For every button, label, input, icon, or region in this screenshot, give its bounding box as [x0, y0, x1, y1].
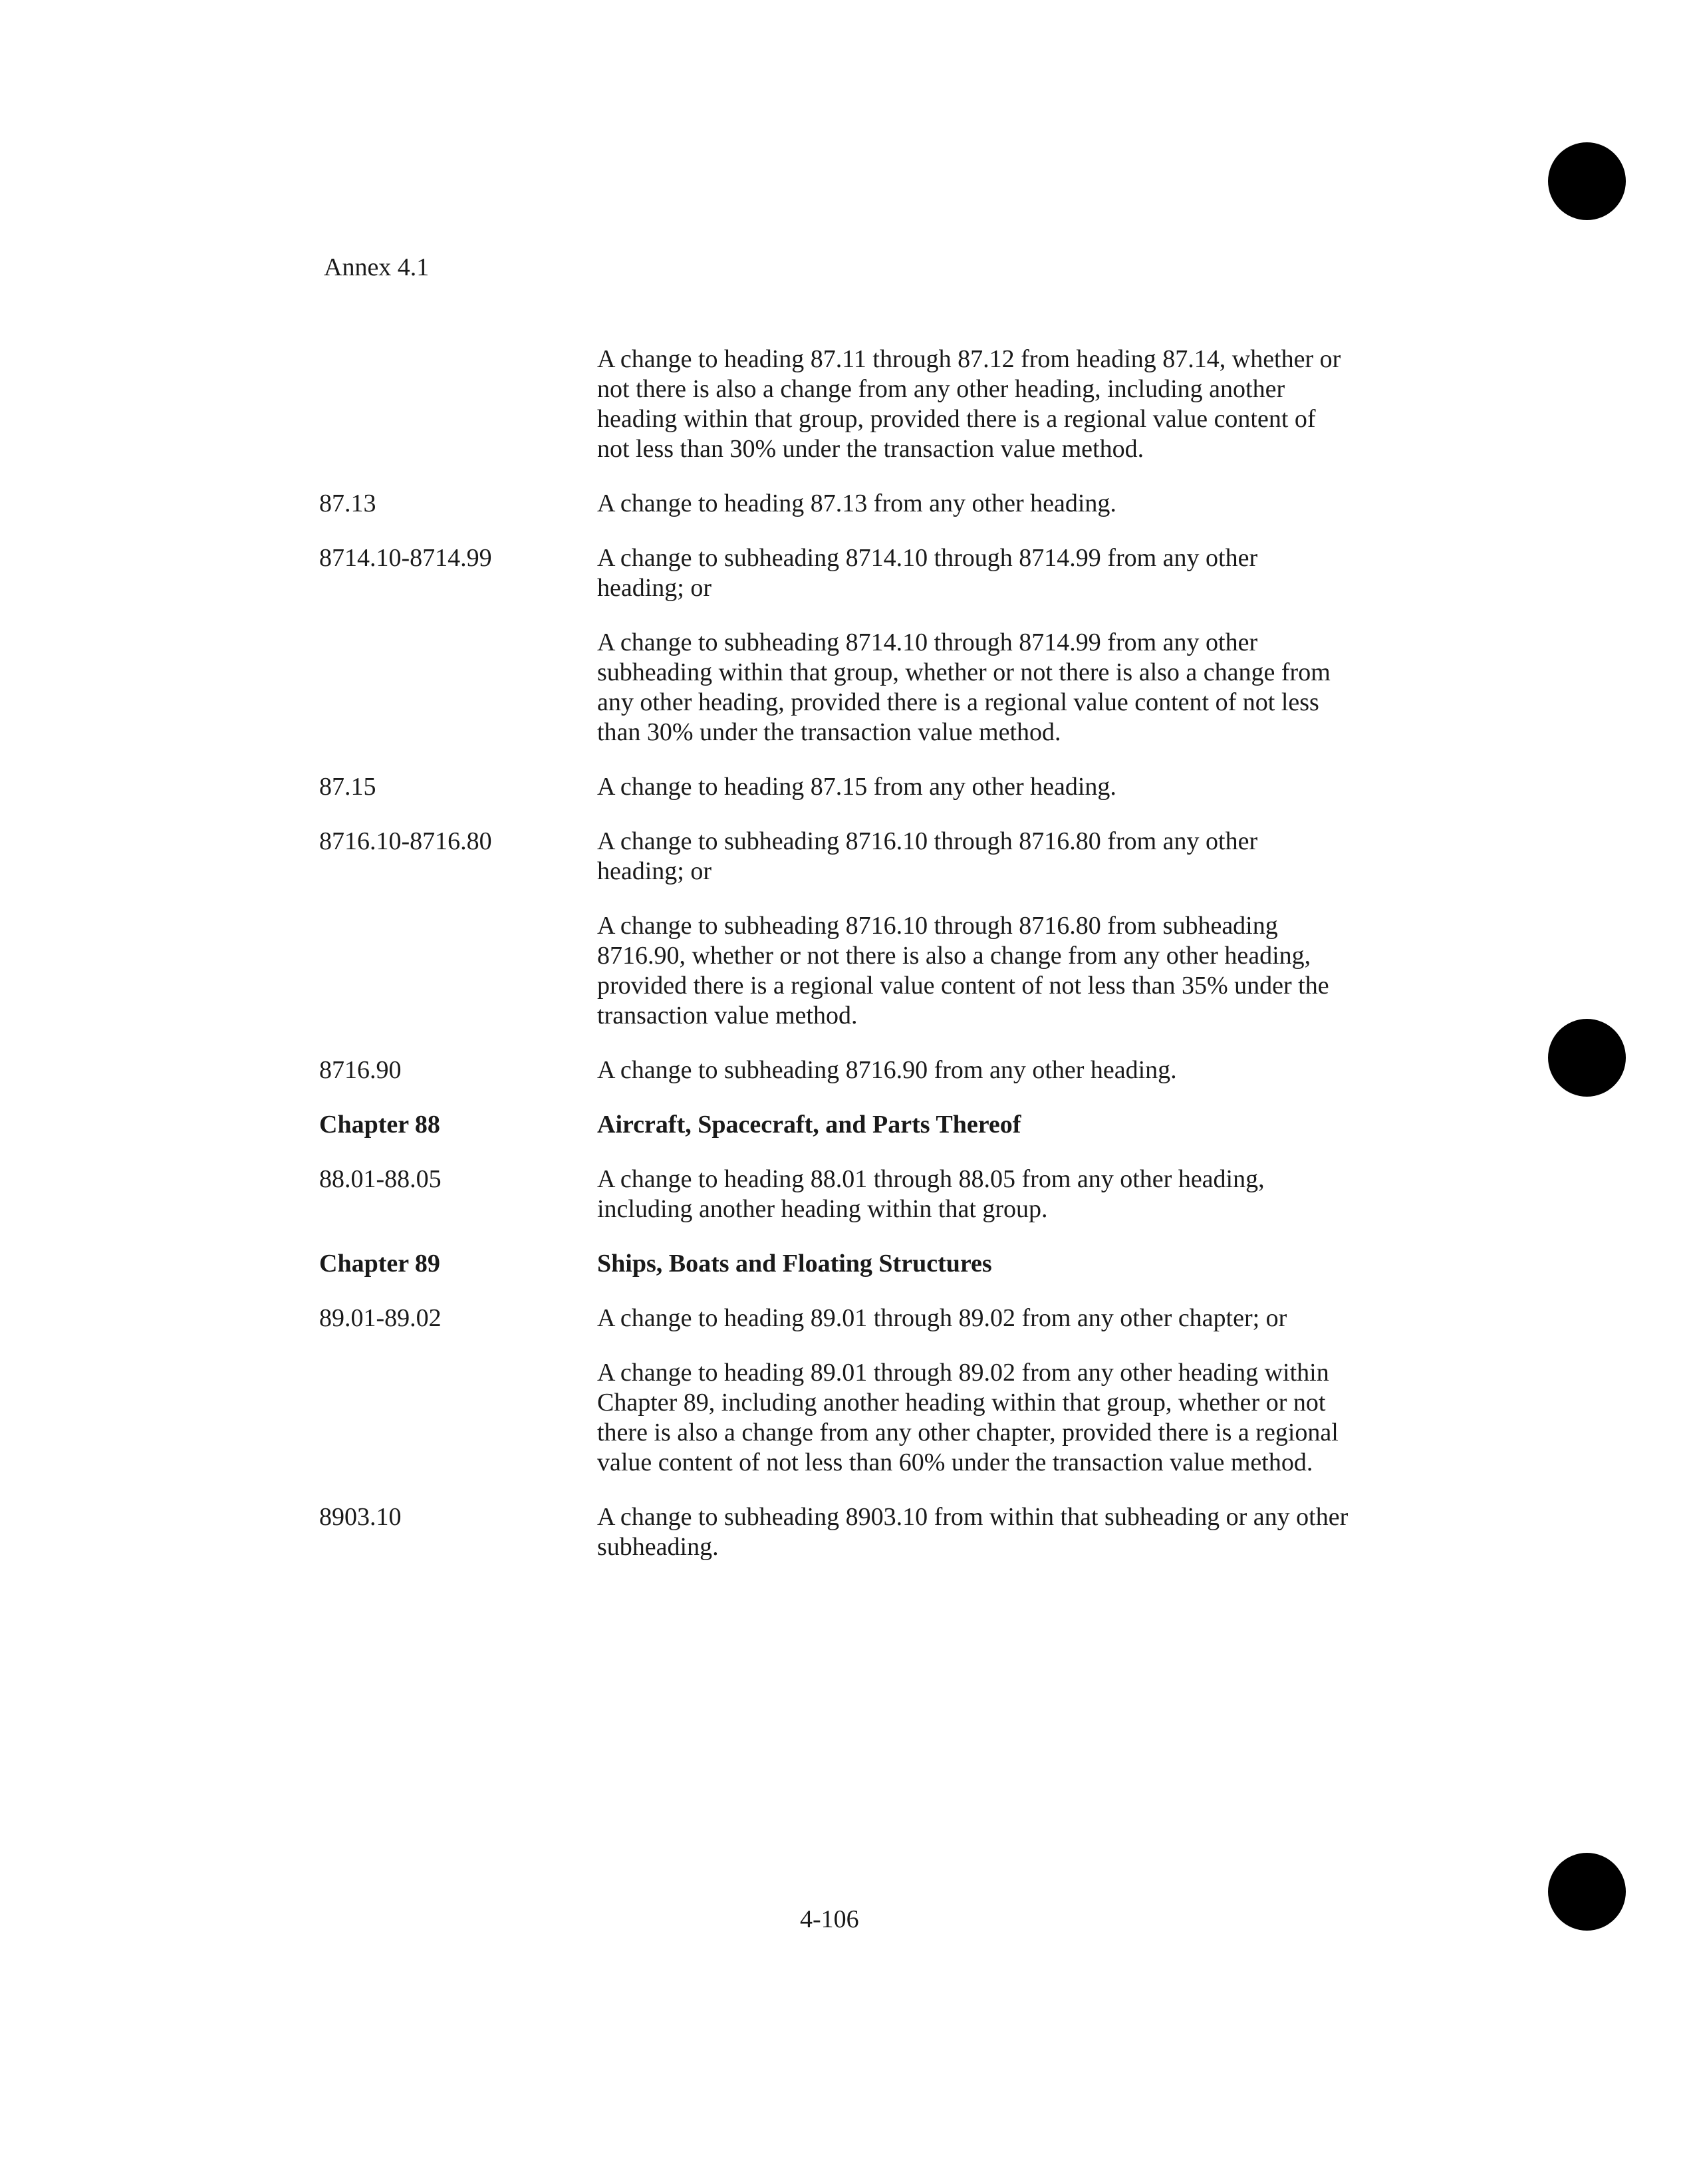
rule-row [319, 489, 1357, 519]
rule-row [319, 1164, 1357, 1224]
rule-row [319, 772, 1357, 802]
rule-row [319, 1502, 1357, 1562]
rule-text: A change to subheading 8716.10 through 8716.80 from subheading 8716.90, whether or not there is also a change from any other heading, provided there is a regional value content of not less than 35% under the transaction value method. [597, 912, 1329, 1029]
tariff-code: 8714.10-8714.99 [319, 544, 492, 572]
binder-hole-top [1548, 142, 1626, 220]
rule-row [319, 628, 1357, 748]
rule-row [319, 1358, 1357, 1478]
tariff-code: 8716.10-8716.80 [319, 827, 492, 855]
rule-row [319, 1055, 1357, 1085]
chapter-label: Chapter 88 [319, 1111, 440, 1139]
rule-row [319, 911, 1357, 1031]
rules-table [319, 344, 1357, 1587]
tariff-code: 87.15 [319, 773, 376, 801]
rule-text: A change to subheading 8716.90 from any other heading. [597, 1056, 1177, 1084]
rule-text: A change to subheading 8903.10 from within that subheading or any other subheading. [597, 1503, 1349, 1561]
rule-text: A change to subheading 8716.10 through 8716.80 from any other heading; or [597, 827, 1258, 885]
rule-text: A change to heading 89.01 through 89.02 from any other heading within Chapter 89, including another heading within that group, whether or not there is also a change from any other chapter, provided there is a regional value content of not less than 60% under the transaction value method. [597, 1359, 1339, 1476]
chapter-heading-row [319, 1110, 1357, 1140]
rule-text: A change to subheading 8714.10 through 8714.99 from any other subheading within that group, whether or not there is also a change from any other heading, provided there is a regional value content of not less than 30% under the transaction value method. [597, 628, 1331, 746]
chapter-heading-row [319, 1249, 1357, 1279]
tariff-code: 8903.10 [319, 1503, 402, 1531]
tariff-code: 89.01-89.02 [319, 1304, 442, 1332]
tariff-code: 88.01-88.05 [319, 1165, 442, 1193]
rule-text: A change to subheading 8714.10 through 8714.99 from any other heading; or [597, 544, 1258, 602]
chapter-title: Aircraft, Spacecraft, and Parts Thereof [597, 1111, 1021, 1139]
rule-text: A change to heading 87.11 through 87.12 from heading 87.14, whether or not there is also a change from any other heading, including another heading within that group, provided there is a regional value content of not less than 30% under the transaction value method. [597, 345, 1341, 463]
binder-hole-bottom [1548, 1853, 1626, 1931]
chapter-label: Chapter 89 [319, 1250, 440, 1278]
rule-text: A change to heading 88.01 through 88.05 from any other heading, including another heading within that group. [597, 1165, 1265, 1223]
rule-text: A change to heading 89.01 through 89.02 from any other chapter; or [597, 1304, 1287, 1332]
tariff-code: 87.13 [319, 489, 376, 517]
tariff-code: 8716.90 [319, 1056, 402, 1084]
annex-header: Annex 4.1 [324, 253, 430, 281]
binder-hole-middle [1548, 1019, 1626, 1097]
page-number: 4-106 [800, 1905, 859, 1933]
rule-row [319, 1303, 1357, 1333]
chapter-title: Ships, Boats and Floating Structures [597, 1250, 992, 1278]
rule-row [319, 543, 1357, 603]
rule-row [319, 827, 1357, 887]
rule-text: A change to heading 87.13 from any other heading. [597, 489, 1116, 517]
rule-row [319, 344, 1357, 464]
rule-text: A change to heading 87.15 from any other heading. [597, 773, 1116, 801]
